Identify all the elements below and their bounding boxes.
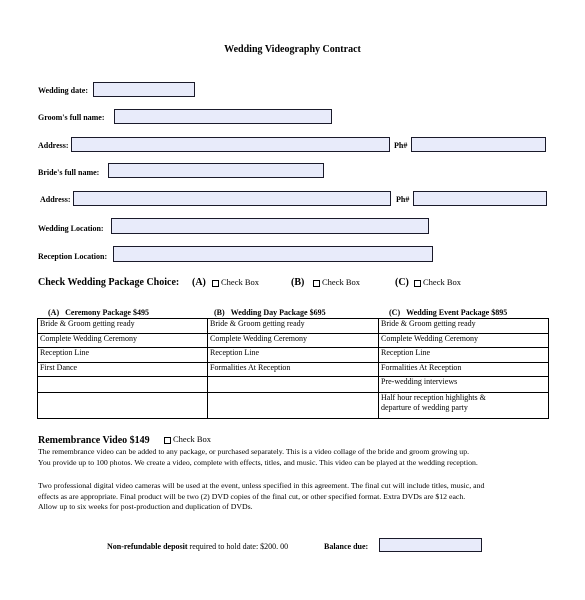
checkbox-icon[interactable] xyxy=(164,437,171,444)
package-table xyxy=(37,318,549,419)
paragraph-line: The remembrance video can be added to any package, or purchased separately. This is a video collage of the bride and groom growing up. xyxy=(38,447,470,456)
package-a-checkbox-label: Check Box xyxy=(221,277,260,287)
bride-name-field[interactable] xyxy=(108,163,324,178)
table-cell xyxy=(38,377,208,393)
reception-location-field[interactable] xyxy=(113,246,433,262)
table-row xyxy=(38,333,549,348)
table-row xyxy=(38,348,549,363)
package-choice-label: Check Wedding Package Choice: xyxy=(38,277,180,288)
table-cell: Bride & Groom getting ready xyxy=(38,319,208,334)
groom-name-field[interactable] xyxy=(114,109,332,124)
deposit-text: Non-refundable deposit required to hold date: $200. 00 xyxy=(107,542,289,551)
remembrance-description xyxy=(38,447,553,468)
remembrance-label: Remembrance Video $149 xyxy=(38,435,150,446)
bride-phone-field[interactable] xyxy=(413,191,547,206)
table-cell: First Dance xyxy=(38,362,208,377)
paragraph-line: You provide up to 100 photos. We create a video, complete with effects, titles, and music. This video can be played at the wedding reception. xyxy=(38,457,478,467)
table-row xyxy=(38,393,549,419)
package-c-letter: (C) xyxy=(395,277,409,288)
wedding-location-field[interactable] xyxy=(111,218,429,234)
cell-line: departure of wedding party xyxy=(381,403,468,412)
wedding-location-label: Wedding Location: xyxy=(38,224,104,233)
table-cell: Bride & Groom getting ready xyxy=(379,319,549,334)
groom-phone-field[interactable] xyxy=(411,137,546,152)
bride-address-label: Address: xyxy=(40,195,71,204)
table-cell: Complete Wedding Ceremony xyxy=(379,333,549,348)
table-cell: Formalities At Reception xyxy=(208,362,379,377)
table-cell xyxy=(208,377,379,393)
table-cell: Reception Line xyxy=(208,348,379,363)
package-a-letter: (A) xyxy=(192,277,206,288)
checkbox-icon[interactable] xyxy=(212,280,219,287)
reception-location-label: Reception Location: xyxy=(38,252,108,261)
table-cell: Reception Line xyxy=(38,348,208,363)
page-title: Wedding Videography Contract xyxy=(224,44,361,55)
package-b-letter: (B) xyxy=(291,277,305,288)
table-cell: Reception Line xyxy=(379,348,549,363)
table-row xyxy=(38,319,549,334)
groom-address-label: Address: xyxy=(38,141,69,150)
groom-address-field[interactable] xyxy=(71,137,390,152)
package-b-checkbox[interactable] xyxy=(313,277,360,287)
table-cell xyxy=(38,393,208,419)
table-cell xyxy=(379,393,549,419)
groom-phone-label: Ph# xyxy=(394,141,408,150)
package-c-checkbox-label: Check Box xyxy=(423,277,462,287)
table-cell: Formalities At Reception xyxy=(379,362,549,377)
balance-due-field[interactable] xyxy=(379,538,482,552)
cell-line: Half hour reception highlights & xyxy=(381,393,486,402)
package-a-checkbox[interactable] xyxy=(212,277,259,287)
checkbox-icon[interactable] xyxy=(414,280,421,287)
bride-name-label: Bride's full name: xyxy=(38,168,100,177)
groom-name-label: Groom's full name: xyxy=(38,113,105,122)
balance-label: Balance due: xyxy=(324,542,369,551)
remembrance-checkbox[interactable] xyxy=(164,434,211,444)
package-a-header: (A) Ceremony Package $495 xyxy=(48,308,149,317)
paragraph-line: Allow up to six weeks for post-production and duplication of DVDs. xyxy=(38,502,253,511)
wedding-date-label: Wedding date: xyxy=(38,86,89,95)
table-cell xyxy=(208,393,379,419)
checkbox-icon[interactable] xyxy=(313,280,320,287)
package-b-header: (B) Wedding Day Package $695 xyxy=(214,308,326,317)
package-b-checkbox-label: Check Box xyxy=(322,277,361,287)
terms-paragraph xyxy=(38,481,553,513)
bride-phone-label: Ph# xyxy=(396,195,410,204)
table-cell: Complete Wedding Ceremony xyxy=(208,333,379,348)
table-cell: Complete Wedding Ceremony xyxy=(38,333,208,348)
table-row xyxy=(38,362,549,377)
paragraph-line: effects as are appropriate. Final product will be two (2) DVD copies of the final cut, or other specified format. Extra DVDs are $12 each. xyxy=(38,491,466,501)
bride-address-field[interactable] xyxy=(73,191,391,206)
package-c-checkbox[interactable] xyxy=(414,277,461,287)
remembrance-checkbox-label: Check Box xyxy=(173,434,212,444)
package-c-header: (C) Wedding Event Package $895 xyxy=(389,308,508,317)
paragraph-line: Two professional digital video cameras will be used at the event, unless specified in this agreement. The final cut will include titles, music, and xyxy=(38,481,485,490)
table-row xyxy=(38,377,549,393)
table-cell: Bride & Groom getting ready xyxy=(208,319,379,334)
wedding-date-field[interactable] xyxy=(93,82,195,97)
table-cell: Pre-wedding interviews xyxy=(379,377,549,393)
